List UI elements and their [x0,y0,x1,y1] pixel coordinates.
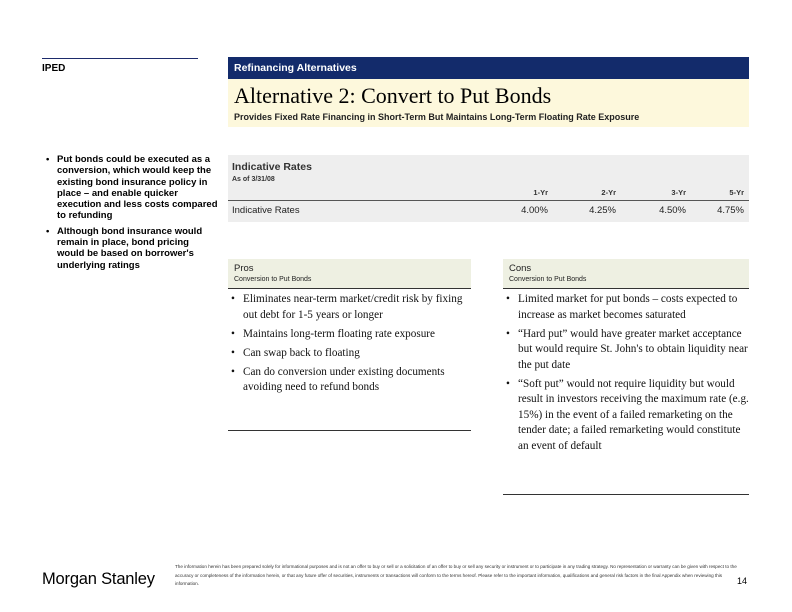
page-subtitle: Provides Fixed Rate Financing in Short-Term But Maintains Long-Term Floating Rate Exposure [234,112,640,122]
title-box [228,79,749,127]
page-number: 14 [737,576,748,586]
rates-table-rule [228,200,749,201]
section-band [228,57,749,79]
pros-list [228,289,471,430]
cons-header [503,259,749,288]
rates-column-header: 3-Yr [671,188,686,197]
cons-bottom-rule [503,494,749,495]
pros-bottom-rule [228,430,471,431]
section-tag: IPED [42,63,66,74]
pros-heading: Pros [234,263,254,274]
pros-item: • Can swap back to floating [228,346,471,362]
indicative-rates-table [228,155,749,222]
pros-item: • Maintains long-term floating rate exposure [228,327,471,343]
morgan-stanley-logo: Morgan Stanley [42,570,155,588]
pros-header [228,259,471,288]
page-title: Alternative 2: Convert to Put Bonds [234,83,552,108]
cons-item: • “Hard put” would have greater market acceptance but would require St. John's to obtain liquidity near the put date [503,327,749,374]
pros-panel [228,259,471,431]
cons-heading: Cons [509,263,532,274]
cons-item: • Limited market for put bonds – costs expected to increase as market becomes saturated [503,292,749,323]
footer-disclaimer: The information herein has been prepared solely for informational purposes and is not an offer to buy or sell or a solicitation of an offer to buy or sell any security or instrument or to participate in any trading strategy. No representation or warranty can be given with respect to the accuracy or completeness of the information herein, or that any future offer of securities, instruments or transactions will conform to the terms hereof. Please refer to the important information, qualifications and general risk factors in the final Appendix when reviewing this information. [175,564,737,586]
left-bullet-list [44,154,218,275]
rates-row-label: Indicative Rates [232,205,300,216]
cons-panel [503,259,749,495]
rates-value: 4.75% [717,205,744,216]
rates-value: 4.00% [521,205,548,216]
rates-value: 4.25% [589,205,616,216]
rates-column-header: 1-Yr [533,188,548,197]
section-band-label: Refinancing Alternatives [234,62,357,74]
pros-item: • Can do conversion under existing documents avoiding need to refund bonds [228,365,471,396]
pros-subheading: Conversion to Put Bonds [234,276,312,283]
left-bullet: • Put bonds could be executed as a conversion, which would keep the existing bond insurance policy in place – and enable quicker execution and less costs compared to refunding [44,154,218,222]
cons-subheading: Conversion to Put Bonds [509,276,587,283]
cons-item: • “Soft put” would not require liquidity but would result in investors receiving the maximum rate (e.g. 15%) in the event of a failed remarketing on the tender date; a failed remarketing would constitute an event of default [503,377,749,455]
rates-table-title: Indicative Rates [232,161,312,173]
cons-list [503,289,749,494]
pros-item: • Eliminates near-term market/credit risk by fixing out debt for 1-5 years or longer [228,292,471,323]
left-bullet: • Although bond insurance would remain in place, bond pricing would be based on borrower's underlying ratings [44,226,218,271]
rates-column-header: 2-Yr [601,188,616,197]
rates-value: 4.50% [659,205,686,216]
rates-column-header: 5-Yr [729,188,744,197]
rates-table-as-of: As of 3/31/08 [232,176,275,183]
header-rule [42,58,198,59]
